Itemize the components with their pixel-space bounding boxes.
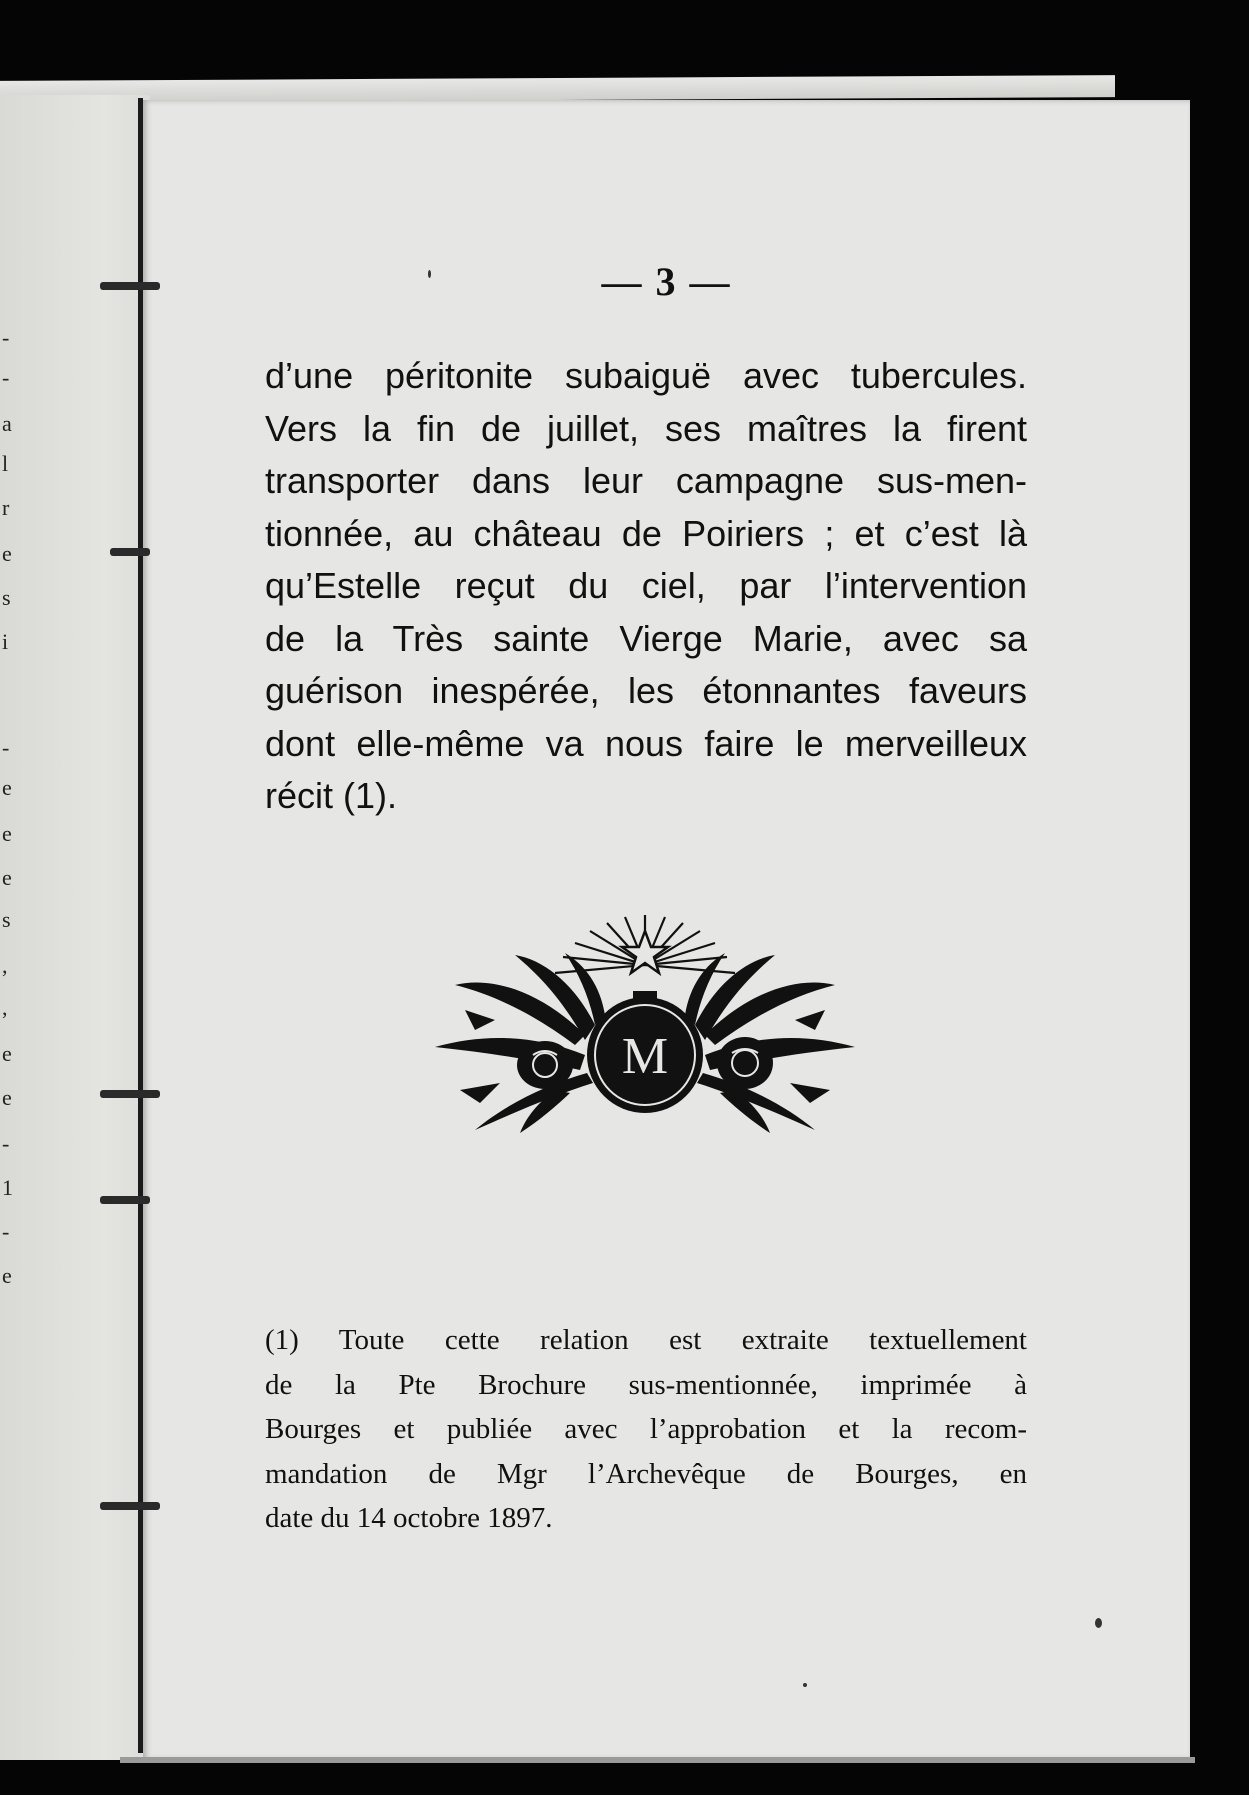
footnote-line: date du 14 octobre 1897. — [265, 1502, 553, 1534]
ink-speck — [803, 1683, 807, 1687]
spine-stitch-mark — [100, 1502, 160, 1510]
footnote-line: Bourges et publiée avec l’approbation et la recom- — [265, 1413, 1027, 1445]
footnote-line: de la Pte Brochure sus-mentionnée, imprimée à — [265, 1368, 1027, 1401]
body-line: Vers la fin de juillet, ses maîtres la firent — [265, 407, 1027, 449]
monogram-letter: M — [621, 1028, 669, 1085]
body-line: tionnée, au château de Poiriers ; et c’est là — [265, 512, 1027, 554]
left-page-fragment: - - a l r e s i - e e e s , , e e - 1 - e — [0, 95, 150, 1760]
body-line: récit (1). — [265, 775, 398, 816]
body-line: qu’Estelle reçut du ciel, par l’intervention — [265, 565, 1027, 606]
book-page — [143, 100, 1190, 1760]
page-bottom-edge — [120, 1757, 1195, 1763]
page-number: — 3 — — [601, 259, 732, 304]
right-foliage — [685, 953, 855, 1133]
footnote — [265, 1318, 1027, 1541]
ink-speck — [1095, 1618, 1102, 1628]
ink-speck — [428, 270, 431, 278]
spine-stitch-mark — [110, 548, 150, 556]
page-stack-edge — [0, 75, 1115, 103]
spine-stitch-mark — [100, 1090, 160, 1098]
body-line: de la Très sainte Vierge Marie, avec sa — [265, 617, 1027, 659]
left-foliage — [435, 953, 605, 1133]
spine-stitch-mark — [100, 1196, 150, 1204]
body-line: transporter dans leur campagne sus-men- — [265, 460, 1027, 501]
body-line: d’une péritonite subaiguë avec tubercules. — [265, 355, 1027, 396]
footnote-line: (1) Toute cette relation est extraite textuellement — [265, 1324, 1027, 1356]
floral-monogram-ornament-icon — [435, 915, 855, 1135]
body-line: guérison inespérée, les étonnantes faveurs — [265, 670, 1027, 711]
body-line: dont elle-même va nous faire le merveilleux — [265, 722, 1027, 764]
body-paragraph — [265, 350, 1027, 823]
footnote-line: mandation de Mgr l’Archevêque de Bourges, en — [265, 1457, 1027, 1490]
spine-stitch-mark — [100, 282, 160, 290]
